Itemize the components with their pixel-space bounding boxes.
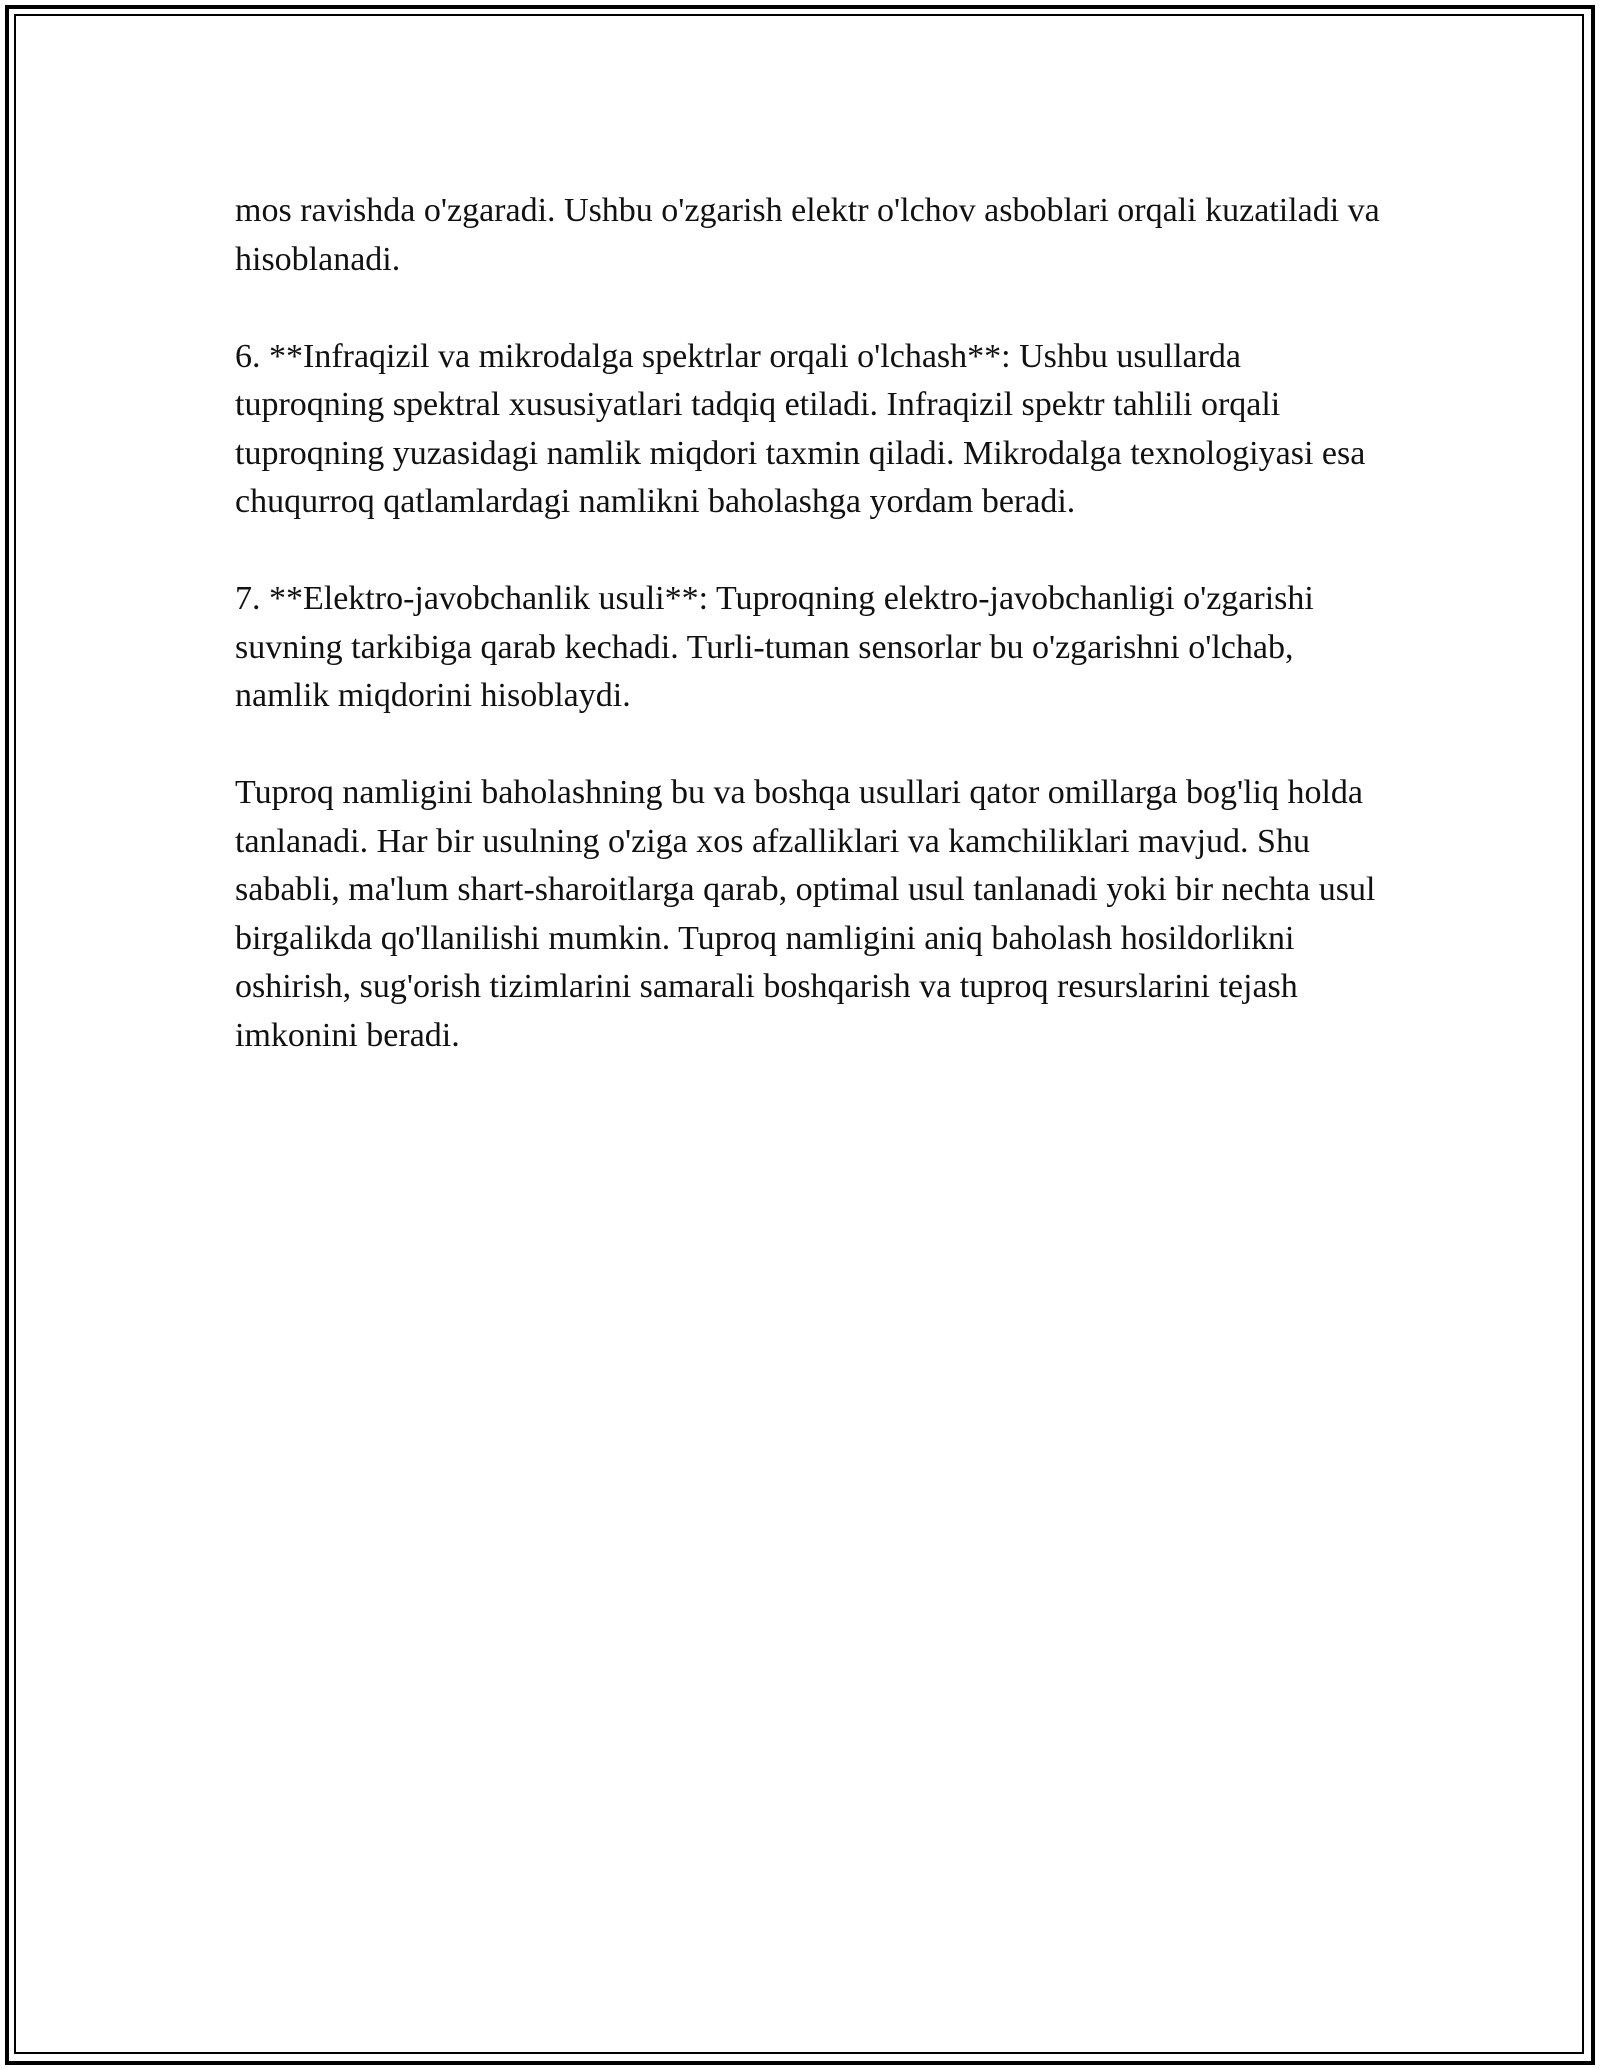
paragraph-conclusion: Tuproq namligini baholashning bu va boshqa usullari qator omillarga bog'liq holda tanlanadi. Har bir usulning o'ziga xos afzalliklari va kamchiliklari mavjud. Shu sababli, ma'lum shart-sharoitlarga qarab, optimal usul tanlanadi yoki bir nechta usul birgalikda qo'llanilishi mumkin. Tuproq namligini aniq baholash hosildorlikni oshirish, sug'orish tizimlarini samarali boshqarish va tuproq resurslarini tejash imkonini beradi.	[235, 774, 1376, 1054]
document-body	[235, 187, 1395, 1109]
paragraph-item-6: 6. **Infraqizil va mikrodalga spektrlar orqali o'lchash**: Ushbu usullarda tuproqning spektral xususiyatlari tadqiq etiladi. Infraqizil spektr tahlili orqali tuproqning yuzasidagi namlik miqdori taxmin qiladi. Mikrodalga texnologiyasi esa chuqurroq qatlamlardagi namlikni baholashga yordam beradi.	[235, 337, 1366, 520]
paragraph-item-7: 7. **Elektro-javobchanlik usuli**: Tuproqning elektro-javobchanligi o'zgarishi suvning tarkibiga qarab kechadi. Turli-tuman sensorlar bu o'zgarishni o'lchab, namlik miqdorini hisoblaydi.	[235, 580, 1314, 714]
paragraph-continuation: mos ravishda o'zgaradi. Ushbu o'zgarish elektr o'lchov asboblari orqali kuzatiladi va hisoblanadi.	[235, 192, 1380, 278]
